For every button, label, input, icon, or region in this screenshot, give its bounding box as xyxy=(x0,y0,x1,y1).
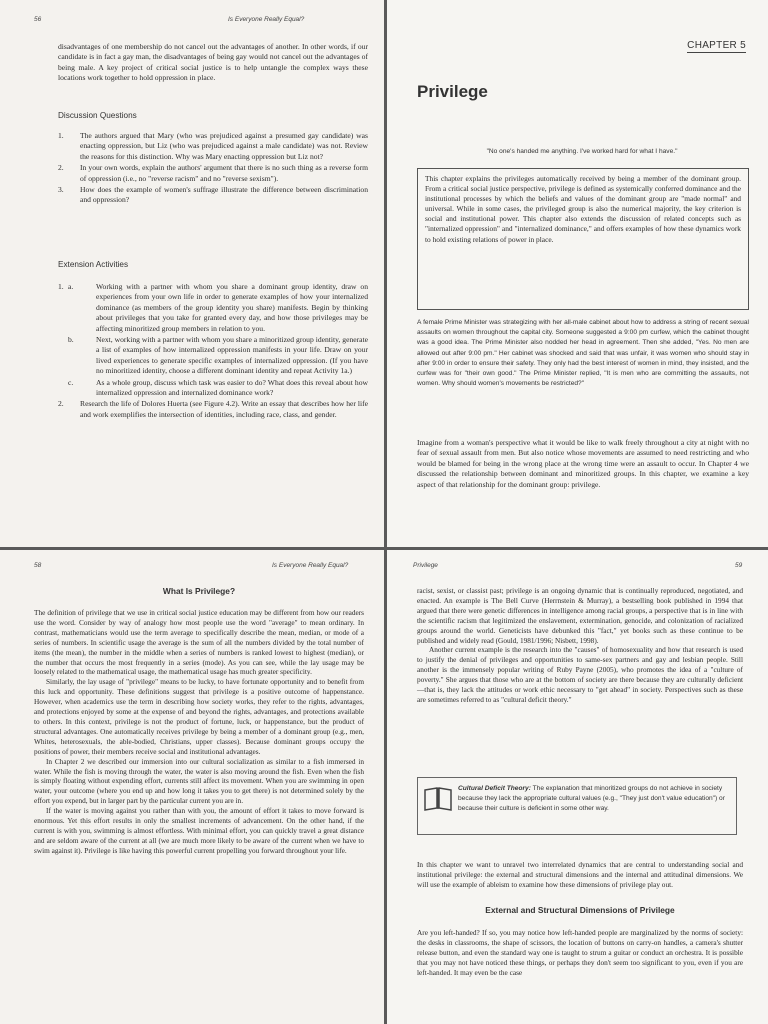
running-head: Is Everyone Really Equal? xyxy=(272,562,349,569)
discussion-list xyxy=(58,131,368,207)
paragraph: racist, sexist, or classist past; privilege is an ongoing dynamic that is continually reproduced, negotiated, and enacted. An example is The Bell Curve (Herrnstein & Murray), a bestselling book published in 1994 that argued that there were genetic differences in intelligence among racial groups, a perspective that is in line with the scientific racism that legitimized the enslavement, extermination, genocide, and colonization of racialized groups around the world. Geneticists have debunked this "fact," yet books such as these continue to be published and widely read (Gould, 1981/1996; Nisbett, 1998). xyxy=(417,586,743,645)
body-text xyxy=(34,608,364,856)
closing-paragraph: Imagine from a woman's perspective what it would be like to walk freely throughout a city at night with no fear of sexual assault from men. But also notice whose movements are assumed to need restricting and who would be blamed for being in the wrong place at the wrong time were an assault to occur. In Chapter 4 we discussed the relationship between dominant and minoritized groups. In this chapter, we examine a key aspect of that relationship for the dominant group: privilege. xyxy=(417,438,749,489)
chapter-intro-box xyxy=(417,168,749,310)
extension-heading: Extension Activities xyxy=(58,260,129,269)
list-item: a. Working with a partner with whom you share a dominant group identity, draw on experiences from your own life in order to generate examples of how your internalized dominance (as members of the group identity you share) manifests. Begin by thinking about privileges that you take for granted every day, and how those privileges may be affecting minoritized group members in relation to you. xyxy=(68,282,368,333)
paragraph: In Chapter 2 we described our immersion into our cultural socialization as similar to a fish immersed in water. While the fish is moving through the water, the water is also moving around the fish. Even when the fish is simply floating without expending effort, currents still affect its movement. When you are swimming in open water, your outcome (where you end up and how long it takes you to get there) is not determined solely by the effort you expend, but in larger part by the particular current you are in. xyxy=(34,756,364,806)
running-head: Is Everyone Really Equal? xyxy=(228,16,305,23)
extension-activities xyxy=(58,282,368,421)
chapter-label: CHAPTER 5 xyxy=(687,40,746,51)
running-head: Privilege xyxy=(413,562,438,569)
paragraph: Similarly, the lay usage of "privilege" means to be lucky, to have fortunate opportunity and to benefit from this luck and opportunity. These definitions suggest that privilege is a positive outcome of happenstance. However, when academics use the term in describing how society works, they refer to the rights, advantages, and protections enjoyed by some at the expense of and beyond the rights, advantages, and protections available to others. In this context, privilege is not the product of fortune, luck, or happenstance, but the product of structural advantages. One automatically receives privilege by being a member of a dominant group (e.g., men, Whites, heterosexuals, the able-bodied, Christians, upper classes). Because dominant groups occupy the positions of power, their members receive social and institutional advantages. xyxy=(34,677,364,756)
intro-text: This chapter explains the privileges automatically received by being a member of the dominant group. From a critical social justice perspective, privilege is defined as systemically conferred dominance and the institutional processes by which the beliefs and values of the dominant group are "made normal" and universal. While in some cases, the privileged group is also the numerical majority, the key criterion is social and institutional power. This chapter also extends the discussion of related concepts such as "internalized oppression" and "internalized dominance," and offers examples of how these dynamics work to hold existing relations of power in place. xyxy=(425,174,741,244)
book-icon xyxy=(423,786,453,812)
list-item: b. Next, working with a partner with whom you share a minoritized group identity, generate a list of examples of how internalized oppression manifests in your life. Draw on your lived experiences to generate specific examples of internalized oppression. (If you have no minoritized identity, choose a different dominant identity and repeat Activity 1a.) xyxy=(68,335,368,376)
page-number: 58 xyxy=(34,562,42,569)
final-paragraph: Are you left-handed? If so, you may notice how left-handed people are marginalized by the norms of society: the desks in classrooms, the shape of scissors, the location of buttons on carry-on handles, a camera's shutter release button, and even the standard way one is taught to strum a guitar or conduct an orchestra. It is possible that you may not have noticed these things, or perhaps they don't seem too significant to you, even if you are left-handed. It may even be the case xyxy=(417,928,743,977)
extension-1-number: 1. xyxy=(58,282,64,291)
page-57 xyxy=(387,0,768,547)
discussion-heading: Discussion Questions xyxy=(58,111,137,120)
prime-minister-story: A female Prime Minister was strategizing with her all-male cabinet about how to address a string of recent sexual assaults on women throughout the capital city. Someone suggested a 9:00 pm curfew, which the cabinet thought was a good idea. The Prime Minister also nodded her head in agreement. Then she added, "Yes. No men are allowed out after 9:00 pm." Her cabinet was shocked and said that was unfair, it was women who should stay in after 9:00 in order to ensure their safety. They only had the best interest of women in mind, they insisted, and the curfew was for "their own good." The Prime Minister replied, "It is men who are committing the assaults, not women. Why should women's movements be restricted?" xyxy=(417,319,749,388)
definition-term: Cultural Deficit Theory: xyxy=(458,785,531,792)
chapter-title: Privilege xyxy=(417,82,488,101)
definition-body: The explanation that minoritized groups do not achieve in society because they lack the appropriate cultural values (e.g., "They just don't value education") or because their culture is deficient in some other way. xyxy=(458,785,725,812)
section-heading: External and Structural Dimensions of Privilege xyxy=(485,905,675,915)
page-number: 59 xyxy=(735,562,743,569)
body-text xyxy=(417,586,743,705)
page-59 xyxy=(387,550,768,1024)
page-number: 56 xyxy=(34,16,42,23)
paragraph: If the water is moving against you rather than with you, the amount of effort it takes to move forward is enormous. Yet this effort results in only the smallest increments of advancement. On the other hand, if the current is with you, swimming is almost effortless. With minimal effort, you can quickly travel a great distance and are seldom aware of the current at all (we are much more likely to be aware of the current when we have to swim against it). Privilege is like having this powerful current propelling you forward throughout your life. xyxy=(34,806,364,855)
page-58 xyxy=(0,550,384,1024)
list-item: 3. How does the example of women's suffrage illustrate the difference between discrimination and oppression? xyxy=(58,185,368,205)
paragraph: Another current example is the research into the "causes" of homosexuality and how that research is used to justify the denial of privileges and opportunities to same-sex partners and gay and lesbian people. Still another is the immensely popular writing of Ruby Payne (2005), who promotes the idea of a "culture of poverty." She argues that those who are at the bottom of society are there because they are culturally deficient—that is, they lack the attitudes or work ethic necessary to "get ahead" in society. Perspectives such as these are sometimes referred to as "cultural deficit theory." xyxy=(417,645,743,704)
top-paragraph: disadvantages of one membership do not cancel out the advantages of another. In other words, if our candidate is in fact a gay man, the disadvantages of being gay would not cancel out the advantages of being male. A key project of critical social justice is to help untangle the complex ways these locations work together to hold oppression in place. xyxy=(58,42,368,83)
list-item: 2. Research the life of Dolores Huerta (see Figure 4.2). Write an essay that describes how her life and work exemplifies the intersection of identities, including race, class, and gender. xyxy=(58,399,368,419)
epigraph: "No one's handed me anything. I've worked hard for what I have." xyxy=(486,148,678,155)
section-heading: What Is Privilege? xyxy=(162,586,236,596)
paragraph: The definition of privilege that we use in critical social justice education may be different from how our readers use the word. Consider by way of analogy how most people use the word "average" to mean ordinary. In contrast, mathematicians would use the term average to specifically describe the mean, median, or mode of a series of numbers. In scientific usage the average is the sum of all the numbers divided by the total number of items (the mean), the number in the middle when a series of numbers is ranked lowest to highest (median), or the number that occurs the most frequently in a series (mode). As you can see, while the lay usage may be loosely related to the mathematical usage, the mathematical usage has much greater specificity. xyxy=(34,608,364,677)
definition-box xyxy=(417,777,737,835)
paragraph-after-definition: In this chapter we want to unravel two interrelated dynamics that are central to understanding social and institutional privilege: the external and structural dimensions and the internal and attitudinal dimensions. We will use the example of ableism to examine how these dimensions of privilege play out. xyxy=(417,860,743,889)
page-56 xyxy=(0,0,384,547)
definition-text xyxy=(458,784,732,814)
list-item: 2. In your own words, explain the authors' argument that there is no such thing as a reverse form of oppression (i.e., no "reverse racism" and no "reverse sexism"). xyxy=(58,163,368,183)
list-item: c. As a whole group, discuss which task was easier to do? What does this reveal about how internalized oppression and internalized dominance work? xyxy=(68,377,368,398)
list-item: 1. The authors argued that Mary (who was prejudiced against a presumed gay candidate) was enacting oppression, but Liz (who was prejudiced against a male candidate) was not. Review the reasons for this distinction. Why was Mary enacting oppression but Liz not? xyxy=(58,131,368,161)
